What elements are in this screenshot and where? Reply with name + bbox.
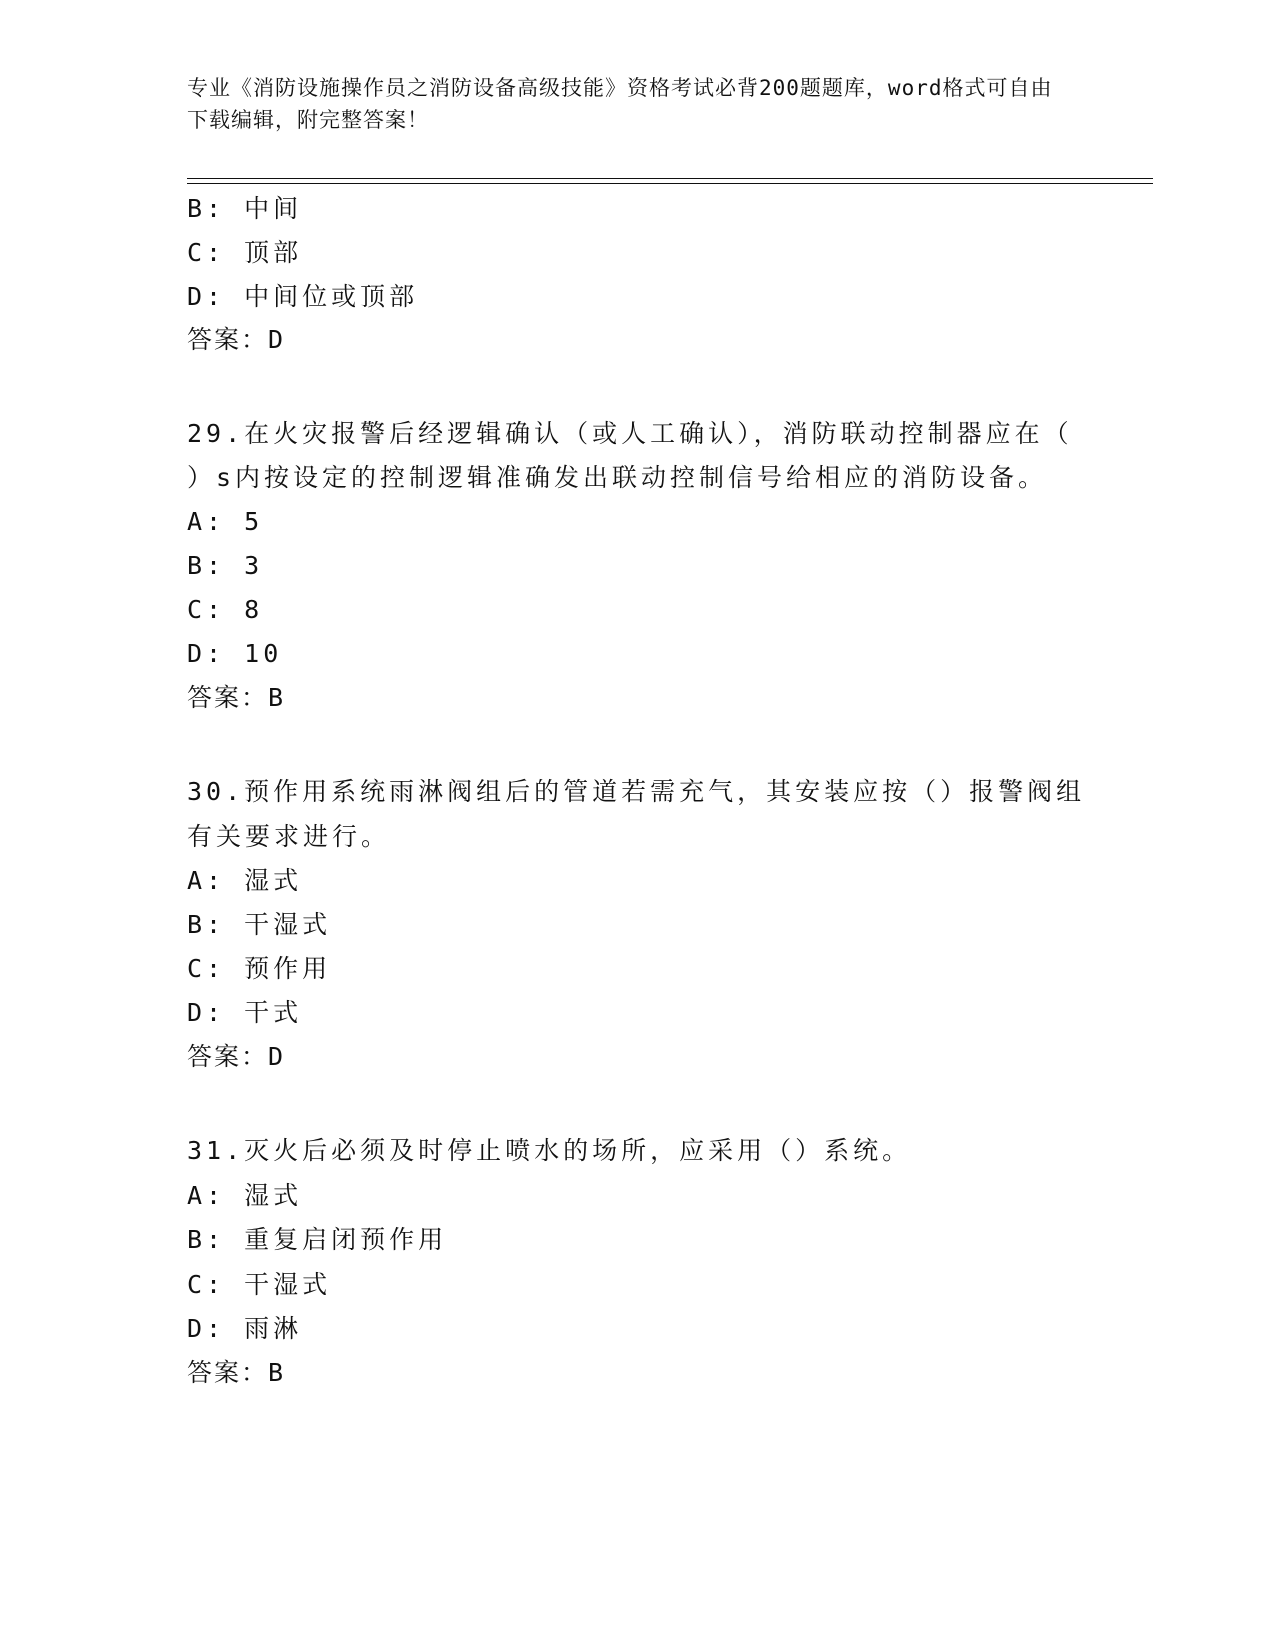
option-b: B: 中间 xyxy=(187,194,303,223)
header-divider-top xyxy=(187,178,1153,179)
option-c: C: 预作用 xyxy=(187,954,332,983)
question-stem: 29.在火灾报警后经逻辑确认（或人工确认），消防联动控制器应在（ xyxy=(187,419,1073,448)
option-b: B: 干湿式 xyxy=(187,910,332,939)
option-b: B: 重复启闭预作用 xyxy=(187,1225,448,1254)
option-d: D: 10 xyxy=(187,639,283,668)
option-c: C: 干湿式 xyxy=(187,1270,332,1299)
option-d: D: 干式 xyxy=(187,998,303,1027)
option-c: C: 8 xyxy=(187,595,264,624)
option-a: A: 湿式 xyxy=(187,866,303,895)
question-stem: 30.预作用系统雨淋阀组后的管道若需充气，其安装应按（）报警阀组 xyxy=(187,777,1086,806)
option-a: A: 湿式 xyxy=(187,1181,303,1210)
option-d: D: 中间位或顶部 xyxy=(187,282,419,311)
answer-line: 答案：B xyxy=(187,1358,286,1387)
question-stem: 有关要求进行。 xyxy=(187,822,391,851)
option-a: A: 5 xyxy=(187,507,264,536)
answer-line: 答案：D xyxy=(187,1042,286,1071)
question-stem: ）s内按设定的控制逻辑准确发出联动控制信号给相应的消防设备。 xyxy=(187,463,1048,492)
option-d: D: 雨淋 xyxy=(187,1314,303,1343)
document-header: 专业《消防设施操作员之消防设备高级技能》资格考试必背200题题库，word格式可自由下载编辑，附完整答案！ xyxy=(187,76,1053,132)
question-stem: 31.灭火后必须及时停止喷水的场所，应采用（）系统。 xyxy=(187,1136,912,1165)
answer-line: 答案：B xyxy=(187,683,286,712)
header-divider-bottom xyxy=(187,183,1153,184)
answer-line: 答案：D xyxy=(187,325,286,354)
option-b: B: 3 xyxy=(187,551,264,580)
option-c: C: 顶部 xyxy=(187,238,303,267)
